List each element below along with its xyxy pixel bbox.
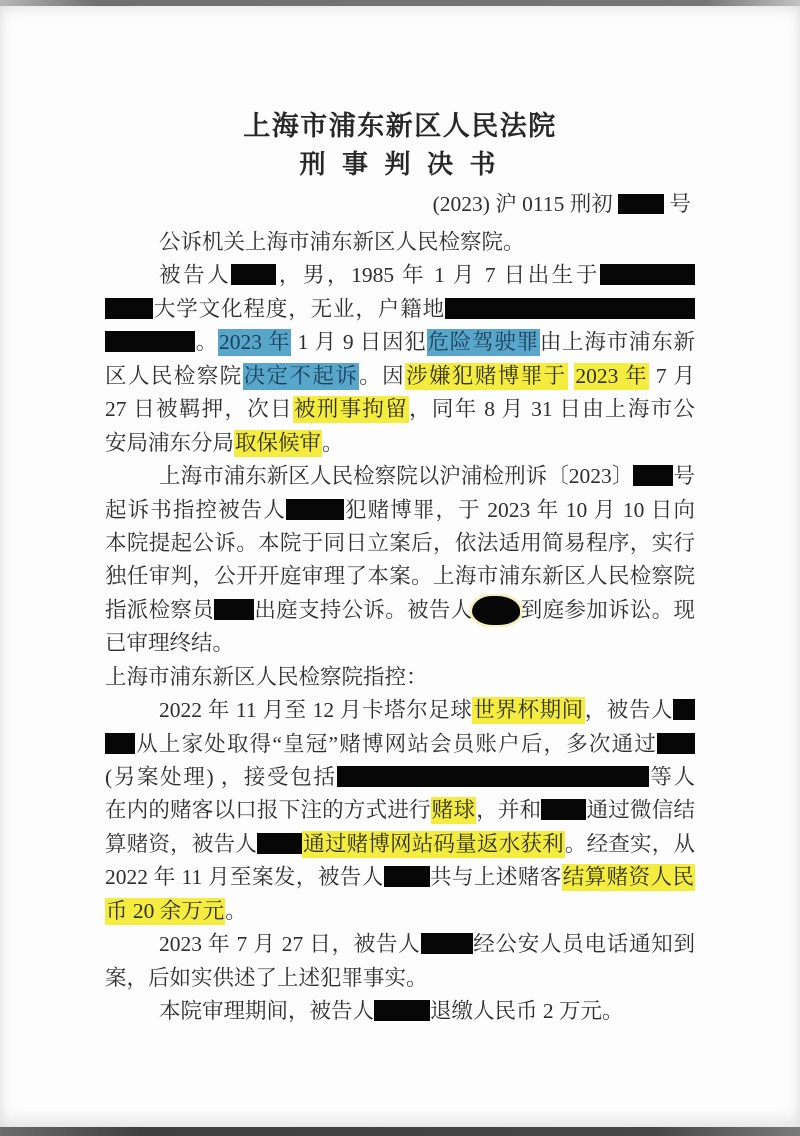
text-run: 退缴人民币 2 万元。 — [430, 999, 624, 1024]
text-run: 号 — [673, 464, 695, 489]
doc-line — [105, 293, 695, 326]
doc-line — [105, 627, 695, 660]
redaction-box — [214, 599, 254, 620]
text-run: 区人民检察院 — [105, 363, 243, 388]
text-run: 27 日被羁押，次日 — [105, 397, 293, 422]
doc-line — [105, 995, 695, 1028]
case-number-line — [105, 191, 695, 217]
redaction-box — [257, 833, 302, 854]
doc-line — [105, 861, 695, 894]
highlight-yellow: 结算赌资人民 — [562, 865, 694, 890]
doc-line — [105, 527, 695, 560]
text-run: 独任审判，公开开庭审理了本案。上海市浦东新区人民检察院 — [105, 564, 695, 589]
doc-line — [105, 794, 695, 827]
doc-line — [105, 594, 695, 627]
text-run: (另案处理) ，接受包括 — [105, 765, 337, 789]
text-run: 案，后如实供述了上述犯罪事实。 — [105, 965, 428, 990]
text-run: 起诉书指控被告人 — [105, 497, 286, 522]
text-run: 经公安人员电话通知到 — [472, 932, 695, 957]
document-type-title: 刑 事 判 决 书 — [299, 150, 501, 179]
text-run: (2023) 沪 0115 刑初 — [432, 192, 619, 216]
text-run: 等人 — [648, 765, 695, 789]
text-run: 已审理终结。 — [105, 631, 235, 656]
highlight-yellow: 被刑事拘留 — [293, 397, 409, 422]
doc-line — [105, 728, 695, 761]
redaction-box — [421, 933, 473, 954]
redaction-box — [286, 499, 344, 520]
redaction-box — [657, 733, 695, 754]
text-run: ，同年 8 月 31 日由上海市公 — [409, 397, 695, 422]
text-run: 本院提起公诉。本院于同日立案后，依法适用简易程序，实行 — [105, 530, 695, 555]
text-run: 。 — [322, 430, 344, 455]
text-run: 7 月 — [649, 363, 695, 388]
text-run: 安局浦东分局 — [105, 430, 235, 455]
redaction-box — [105, 733, 135, 754]
doc-line — [105, 360, 695, 393]
document-body — [105, 226, 695, 1029]
text-run: 从上家处取得“皇冠”赌博网站会员账户后，多次通过 — [135, 731, 657, 756]
text-run: 被告人 — [159, 263, 232, 288]
doc-line — [105, 326, 695, 359]
text-run: 算赌资，被告人 — [105, 831, 258, 856]
highlight-yellow: 通过赌博网站码量返水获利 — [303, 831, 564, 856]
redaction-box — [374, 1000, 430, 1021]
doc-line — [105, 761, 695, 794]
text-run: 。 — [195, 330, 219, 355]
text-run: 到庭参加诉讼。现 — [520, 597, 695, 622]
text-run: 上海市浦东新区人民检察院指控： — [105, 664, 428, 689]
highlight-yellow: 世界杯期间 — [473, 698, 584, 723]
document-sheet — [0, 6, 800, 1127]
doc-line — [105, 259, 695, 292]
highlight-yellow: 取保候审 — [235, 430, 322, 455]
doc-line — [105, 460, 695, 493]
text-run: 上海市浦东新区人民检察院以沪浦检刑诉〔2023〕 — [159, 464, 634, 489]
redaction-box — [445, 298, 695, 319]
court-name: 上海市浦东新区人民法院 — [243, 111, 557, 141]
doc-line — [105, 427, 695, 460]
highlight-blue: 决定不起诉 — [243, 363, 359, 388]
text-run: 在内的赌客以口报下注的方式进行 — [105, 798, 431, 823]
text-run: 共与上述赌客 — [429, 865, 562, 890]
text-run: 。因 — [359, 363, 406, 388]
doc-line — [105, 962, 695, 995]
text-run: 犯赌博罪，于 2023 年 10 月 10 日向 — [343, 497, 695, 522]
text-run: 2022 年 11 月至 12 月卡塔尔足球 — [159, 698, 473, 723]
redaction-box — [105, 331, 195, 352]
doc-line — [105, 560, 695, 593]
redaction-box — [633, 465, 673, 486]
text-run: 公诉机关上海市浦东新区人民检察院。 — [159, 230, 525, 254]
doc-line — [105, 226, 695, 259]
text-run: ，男，1985 年 1 月 7 日出生于 — [276, 263, 600, 288]
doc-line — [105, 828, 695, 861]
doc-line — [105, 393, 695, 426]
text-run: 2022 年 11 月至案发，被告人 — [105, 865, 384, 890]
text-run: 指派检察员 — [105, 597, 215, 622]
text-run: 。经查实，从 — [564, 831, 695, 856]
redaction-box — [600, 264, 695, 285]
judgment-document — [0, 6, 800, 1029]
doc-line — [105, 928, 695, 961]
doc-line — [105, 895, 695, 928]
redaction-box — [673, 699, 695, 720]
text-run: 由上海市浦东新 — [539, 330, 695, 355]
text-run: 1 月 9 日因犯 — [291, 330, 427, 355]
text-run: 出庭支持公诉。被告人 — [254, 597, 473, 622]
highlight-blue: 2023 年 — [219, 330, 291, 355]
text-run: 大学文化程度，无业，户籍地 — [153, 296, 445, 321]
redaction-box — [541, 799, 586, 820]
redaction-blob — [472, 596, 520, 625]
text-run: 通过微信结 — [586, 798, 695, 823]
redaction-box — [231, 264, 276, 285]
text-run: ，被告人 — [584, 698, 673, 723]
doc-line — [105, 494, 695, 527]
highlight-yellow: 赌球 — [431, 798, 476, 823]
doc-line — [105, 694, 695, 727]
photo-bottom-edge — [0, 1127, 800, 1136]
doc-line — [105, 661, 695, 694]
redaction-box — [384, 866, 430, 887]
text-run: ，并和 — [476, 798, 542, 823]
text-run: 号 — [664, 192, 691, 216]
highlight-blue: 危险驾驶罪 — [427, 330, 539, 355]
highlight-yellow: 币 20 余万元 — [106, 898, 225, 923]
highlight-yellow: 2023 年 — [575, 363, 649, 388]
text-run: 。 — [225, 898, 247, 923]
highlight-yellow: 涉嫌犯赌博罪于 — [406, 363, 567, 388]
redaction-box — [105, 298, 153, 319]
redaction-box — [337, 766, 649, 787]
text-run: 2023 年 7 月 27 日，被告人 — [159, 932, 421, 957]
text-run: 本院审理期间，被告人 — [159, 999, 375, 1024]
redaction-box — [618, 194, 664, 214]
